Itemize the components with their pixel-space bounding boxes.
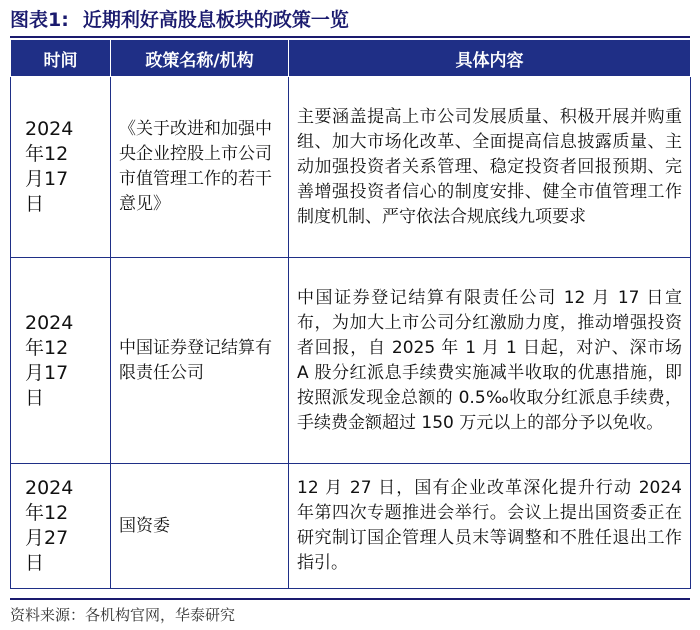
content-cell bbox=[289, 77, 691, 258]
table-row bbox=[11, 464, 691, 589]
policy-name-cell bbox=[111, 77, 289, 258]
date-text: 2024年12月17日 bbox=[25, 118, 74, 215]
figure-title bbox=[10, 6, 690, 38]
content-text: 中国证券登记结算有限责任公司 12 月 17 日宣布，为加大上市公司分红激励力度，推动增强投资者回报，自 2025 年 1 月 1 日起，对沪、深市场 A 股分红派息手续费实施减半收取的优惠措施，即按照派发现金总额的 0.5‰收取分红派息手续费，手续费金额超过 150 万元以上的部分予以免收。 bbox=[297, 287, 682, 433]
policy-name-cell bbox=[111, 258, 289, 464]
content-cell bbox=[289, 258, 691, 464]
content-cell bbox=[289, 464, 691, 589]
policy-table bbox=[10, 39, 691, 589]
table-row bbox=[11, 77, 691, 258]
date-cell bbox=[11, 77, 111, 258]
table-row bbox=[11, 258, 691, 464]
date-text: 2024年12月27日 bbox=[25, 477, 74, 574]
content-text: 主要涵盖提高上市公司发展质量、积极开展并购重组、加大市场化改革、全面提高信息披露质量、主动加强投资者关系管理、稳定投资者回报预期、完善增强投资者信心的制度安排、健全市值管理工作制度机制、严守依法合规底线九项要求 bbox=[297, 106, 682, 227]
policy-name-text: 中国证券登记结算有限责任公司 bbox=[119, 337, 272, 383]
header-date: 时间 bbox=[11, 40, 111, 77]
table-header-row bbox=[11, 40, 691, 77]
content-text: 12 月 27 日，国有企业改革深化提升行动 2024 年第四次专题推进会举行。会议上提出国资委正在研究制订国企管理人员末等调整和不胜任退出工作指引。 bbox=[297, 478, 682, 573]
policy-name-text: 国资委 bbox=[119, 515, 170, 536]
date-cell bbox=[11, 464, 111, 589]
source-note: 资料来源：各机构官网，华泰研究 bbox=[10, 598, 690, 625]
header-content: 具体内容 bbox=[289, 40, 691, 77]
header-policy-name: 政策名称/机构 bbox=[111, 40, 289, 77]
figure-title-text: 近期利好高股息板块的政策一览 bbox=[82, 9, 349, 31]
date-cell bbox=[11, 258, 111, 464]
figure-label: 图表1: bbox=[10, 9, 69, 31]
policy-name-text: 《关于改进和加强中央企业控股上市公司市值管理工作的若干意见》 bbox=[119, 119, 272, 214]
date-text: 2024年12月17日 bbox=[25, 311, 74, 409]
policy-name-cell bbox=[111, 464, 289, 589]
